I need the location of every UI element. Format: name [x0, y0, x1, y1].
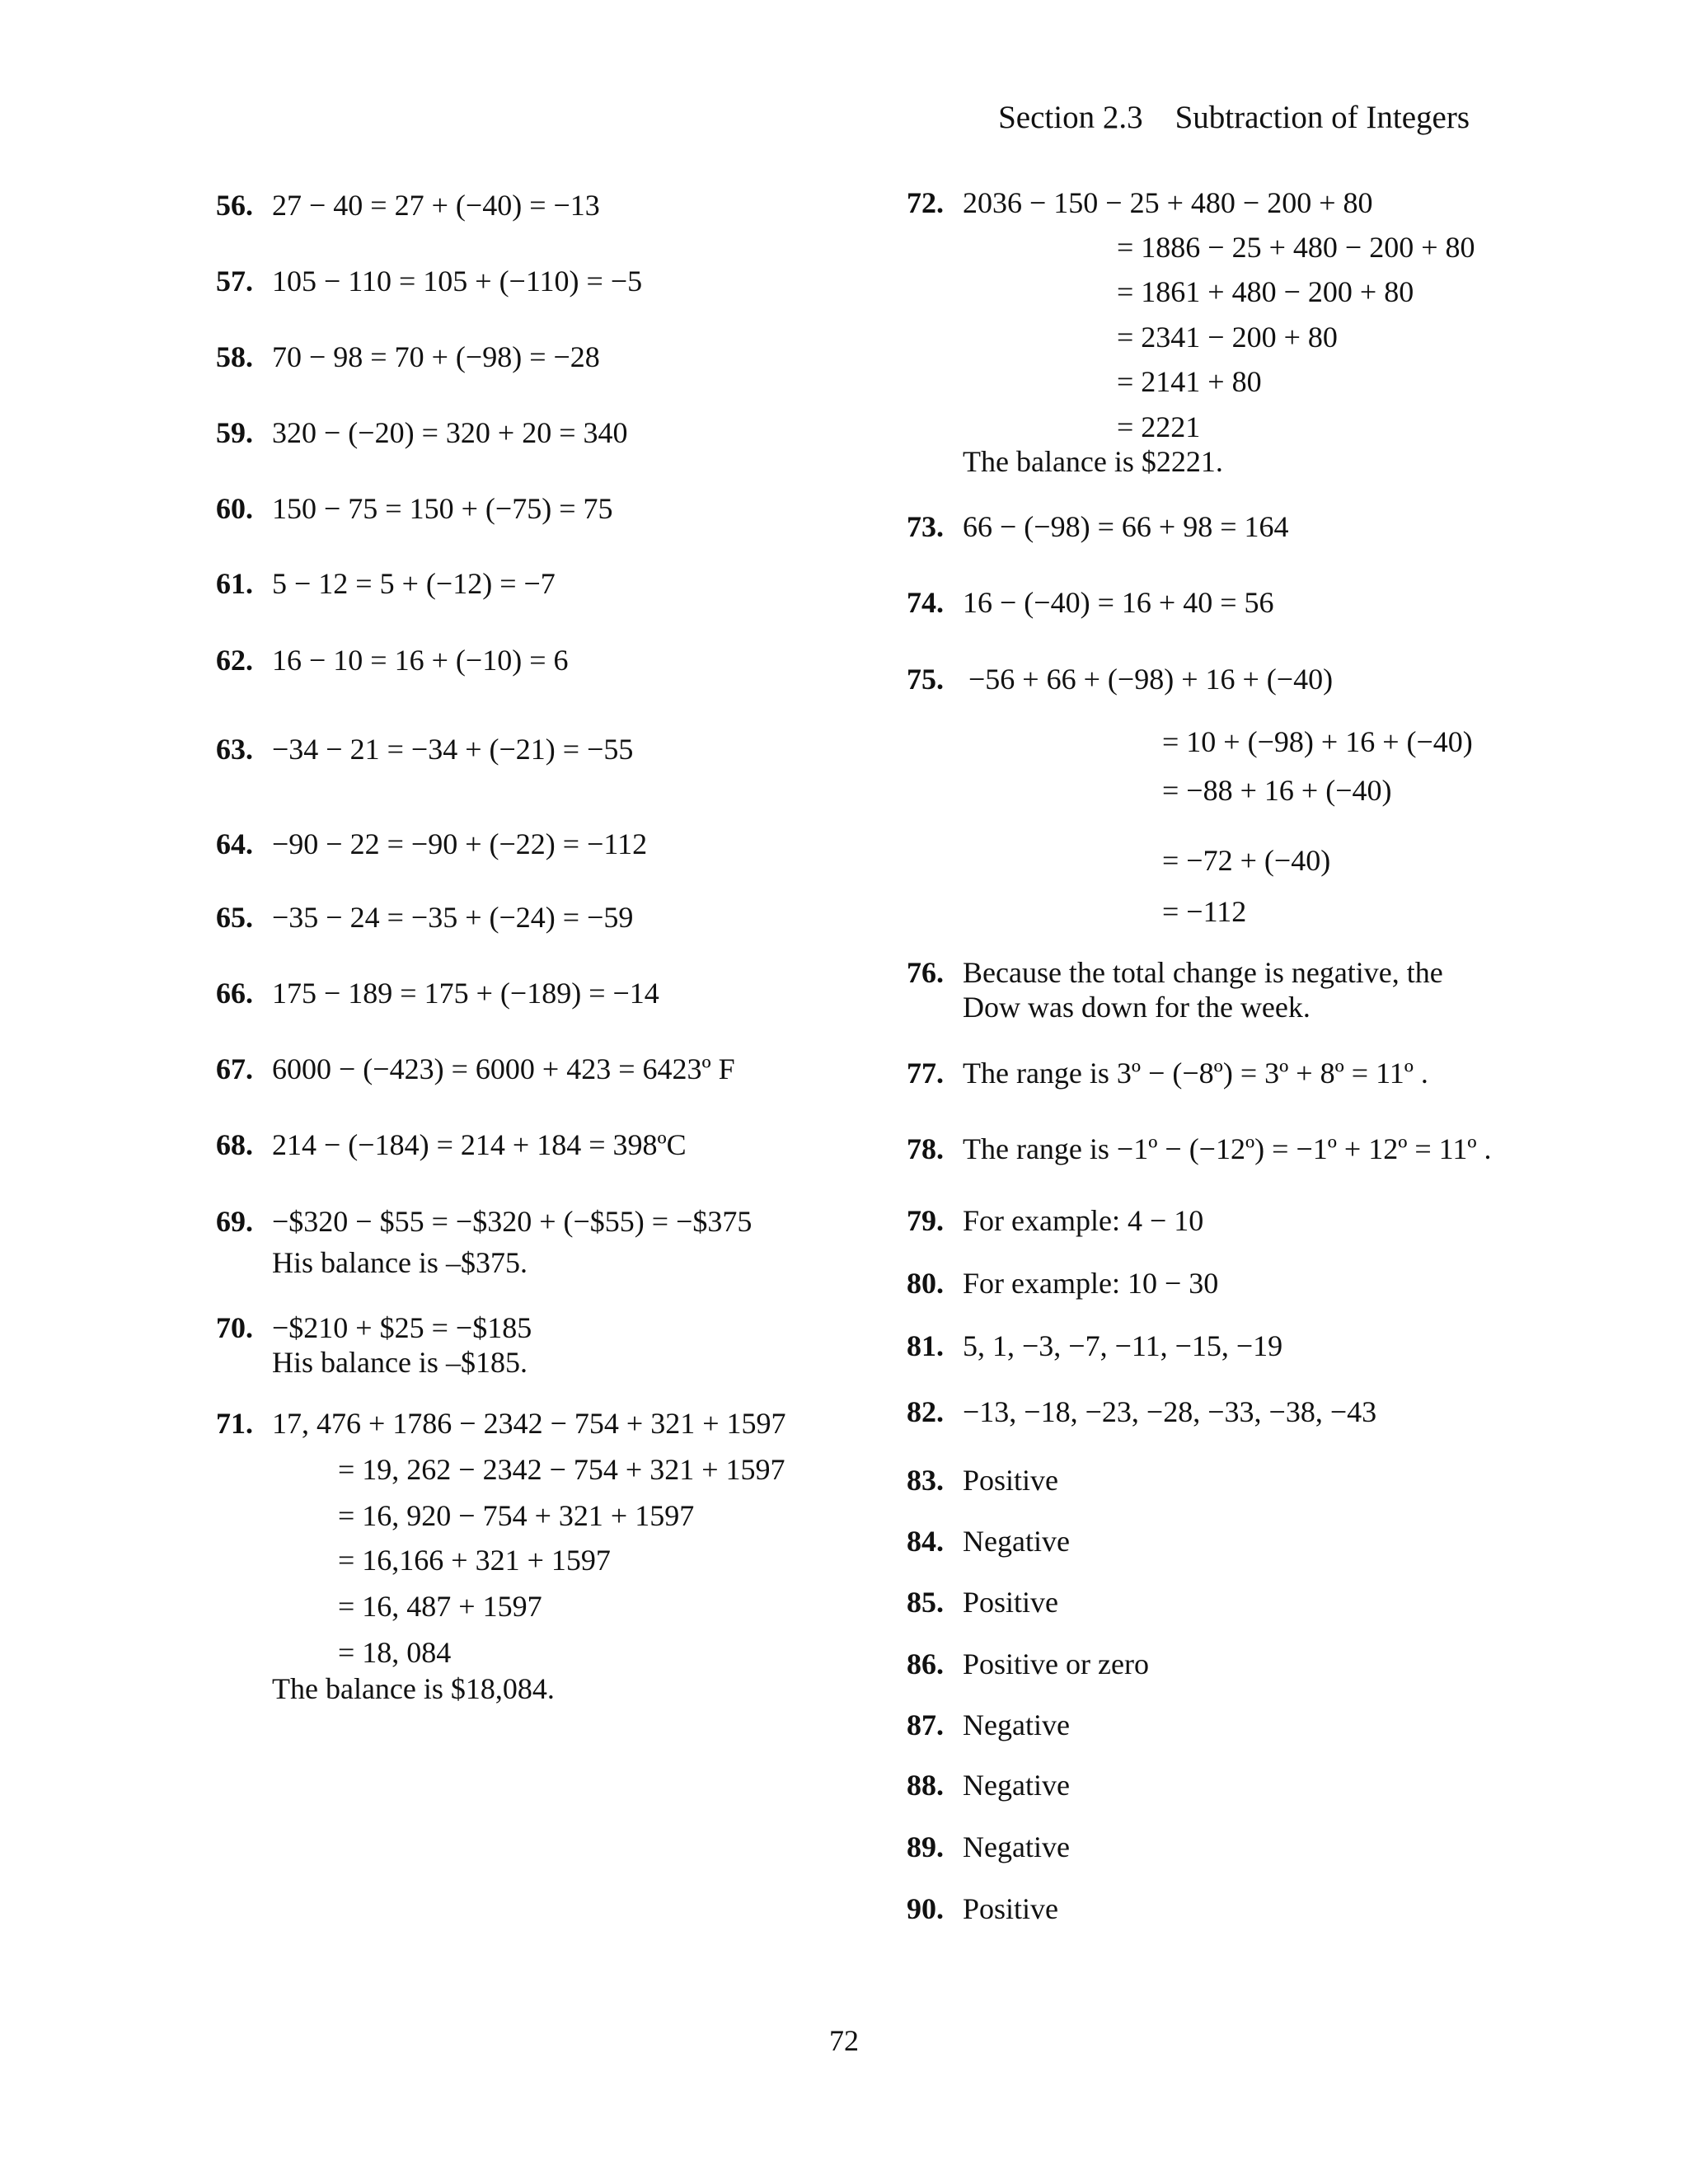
solution-line: Negative — [963, 1830, 1070, 1863]
solution-line: The range is −1º − (−12º) = −1º + 12º = 11º . — [963, 1132, 1492, 1165]
solution-line: For example: 4 − 10 — [963, 1204, 1204, 1237]
exercise-number: 87. — [907, 1708, 944, 1741]
solution-line: 150 − 75 = 150 + (−75) = 75 — [272, 492, 613, 525]
solution-line: = −88 + 16 + (−40) — [1162, 774, 1392, 807]
page-number: 72 — [829, 2024, 859, 2057]
solution-line: 70 − 98 = 70 + (−98) = −28 — [272, 340, 600, 373]
solution-line: 16 − 10 = 16 + (−10) = 6 — [272, 644, 569, 677]
left-column — [216, 0, 842, 1978]
answer-sentence: His balance is –$375. — [272, 1246, 528, 1279]
exercise-number: 70. — [216, 1311, 253, 1344]
exercise-number: 58. — [216, 340, 253, 373]
exercise-number: 68. — [216, 1128, 253, 1161]
exercise-number: 57. — [216, 265, 253, 298]
answer-sentence: The balance is $2221. — [963, 445, 1223, 478]
solution-line: = 16, 487 + 1597 — [338, 1590, 542, 1623]
solution-line: 16 − (−40) = 16 + 40 = 56 — [963, 586, 1274, 619]
solution-line: = 2341 − 200 + 80 — [1117, 321, 1338, 354]
solution-line: = 2141 + 80 — [1117, 365, 1262, 398]
solution-line: Positive — [963, 1892, 1059, 1925]
solution-line: 214 − (−184) = 214 + 184 = 398ºC — [272, 1128, 687, 1161]
solution-line: = 19, 262 − 2342 − 754 + 321 + 1597 — [338, 1453, 785, 1486]
solution-line: −13, −18, −23, −28, −33, −38, −43 — [963, 1395, 1377, 1428]
exercise-number: 88. — [907, 1769, 944, 1802]
exercise-number: 79. — [907, 1204, 944, 1237]
exercise-number: 76. — [907, 956, 944, 989]
solution-line: Positive — [963, 1586, 1059, 1619]
exercise-number: 77. — [907, 1057, 944, 1090]
answer-sentence: The balance is $18,084. — [272, 1672, 555, 1705]
exercise-number: 89. — [907, 1830, 944, 1863]
exercise-number: 59. — [216, 416, 253, 449]
solution-line: −90 − 22 = −90 + (−22) = −112 — [272, 827, 648, 860]
solution-line: 320 − (−20) = 320 + 20 = 340 — [272, 416, 628, 449]
exercise-number: 85. — [907, 1586, 944, 1619]
solution-line: = −72 + (−40) — [1162, 844, 1331, 877]
exercise-number: 60. — [216, 492, 253, 525]
exercise-number: 66. — [216, 977, 253, 1010]
solution-line: 27 − 40 = 27 + (−40) = −13 — [272, 189, 600, 222]
solution-line: Positive or zero — [963, 1647, 1149, 1680]
solution-line: = 18, 084 — [338, 1636, 452, 1669]
exercise-number: 65. — [216, 901, 253, 934]
exercise-number: 78. — [907, 1132, 944, 1165]
solution-line: For example: 10 − 30 — [963, 1267, 1219, 1300]
solution-line: −$210 + $25 = −$185 — [272, 1311, 532, 1344]
solution-line: −35 − 24 = −35 + (−24) = −59 — [272, 901, 634, 934]
solution-line: = 2221 — [1117, 410, 1201, 443]
solution-line: Negative — [963, 1708, 1070, 1741]
exercise-number: 69. — [216, 1205, 253, 1238]
solution-line: Because the total change is negative, the — [963, 956, 1443, 989]
exercise-number: 73. — [907, 510, 944, 543]
solution-line: Negative — [963, 1525, 1070, 1558]
answer-sentence: Dow was down for the week. — [963, 991, 1311, 1024]
exercise-number: 67. — [216, 1052, 253, 1085]
solution-line: 6000 − (−423) = 6000 + 423 = 6423º F — [272, 1052, 735, 1085]
exercise-number: 63. — [216, 733, 253, 766]
exercise-number: 81. — [907, 1329, 944, 1362]
solution-line: −34 − 21 = −34 + (−21) = −55 — [272, 733, 634, 766]
exercise-number: 83. — [907, 1464, 944, 1497]
solution-line: 5 − 12 = 5 + (−12) = −7 — [272, 567, 556, 600]
exercise-number: 71. — [216, 1407, 253, 1440]
solution-line: 105 − 110 = 105 + (−110) = −5 — [272, 265, 643, 298]
solution-line: The range is 3º − (−8º) = 3º + 8º = 11º . — [963, 1057, 1428, 1090]
solution-line: = −112 — [1162, 895, 1247, 928]
solution-line: 2036 − 150 − 25 + 480 − 200 + 80 — [963, 186, 1373, 219]
solution-line: Positive — [963, 1464, 1059, 1497]
exercise-number: 82. — [907, 1395, 944, 1428]
solution-line: Negative — [963, 1769, 1070, 1802]
section-number: Section 2.3 — [998, 100, 1143, 135]
solution-line: = 1861 + 480 − 200 + 80 — [1117, 275, 1414, 308]
exercise-number: 62. — [216, 644, 253, 677]
exercise-number: 90. — [907, 1892, 944, 1925]
right-column — [907, 0, 1566, 1978]
solution-line: = 1886 − 25 + 480 − 200 + 80 — [1117, 231, 1475, 264]
solution-line: 66 − (−98) = 66 + 98 = 164 — [963, 510, 1289, 543]
solution-line: 175 − 189 = 175 + (−189) = −14 — [272, 977, 659, 1010]
exercise-number: 64. — [216, 827, 253, 860]
answer-sentence: His balance is –$185. — [272, 1346, 528, 1379]
section-title: Subtraction of Integers — [1175, 100, 1470, 135]
solution-line: −56 + 66 + (−98) + 16 + (−40) — [968, 663, 1334, 696]
exercise-number: 74. — [907, 586, 944, 619]
exercise-number: 80. — [907, 1267, 944, 1300]
solution-line: 5, 1, −3, −7, −11, −15, −19 — [963, 1329, 1283, 1362]
solution-line: −$320 − $55 = −$320 + (−$55) = −$375 — [272, 1205, 753, 1238]
solution-line: = 16, 920 − 754 + 321 + 1597 — [338, 1499, 695, 1532]
exercise-number: 84. — [907, 1525, 944, 1558]
exercise-number: 75. — [907, 663, 944, 696]
solution-line: 17, 476 + 1786 − 2342 − 754 + 321 + 1597 — [272, 1407, 786, 1440]
exercise-number: 72. — [907, 186, 944, 219]
solution-line: = 10 + (−98) + 16 + (−40) — [1162, 725, 1473, 758]
exercise-number: 61. — [216, 567, 253, 600]
exercise-number: 56. — [216, 189, 253, 222]
solution-line: = 16,166 + 321 + 1597 — [338, 1544, 611, 1577]
exercise-number: 86. — [907, 1647, 944, 1680]
